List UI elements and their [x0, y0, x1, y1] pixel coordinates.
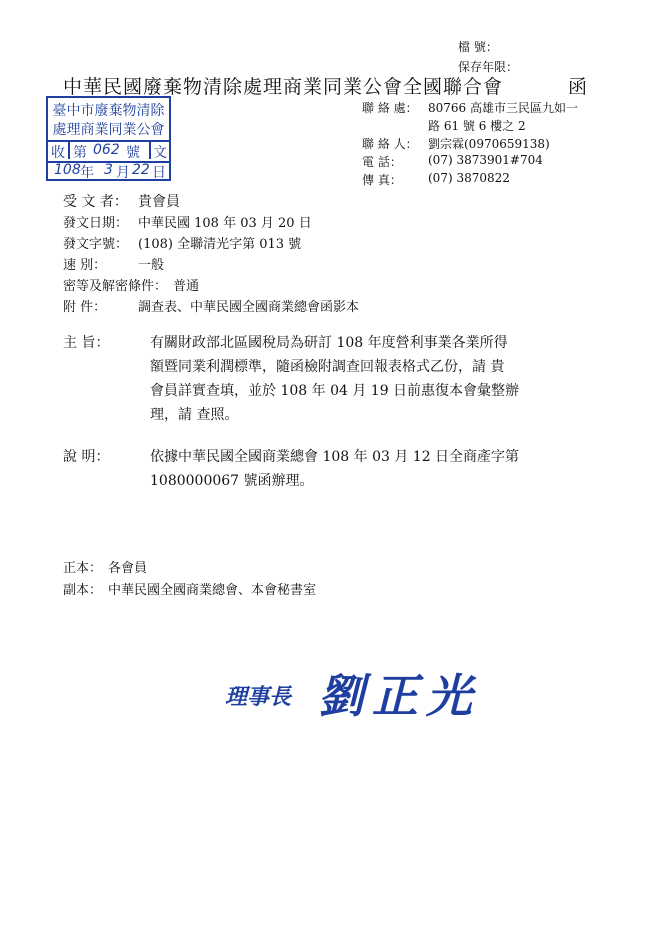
- contact-person: 劉宗霖(0970659138): [428, 137, 550, 151]
- address-label: 聯 絡 處：: [362, 101, 418, 115]
- main-recipient-value: 各會員: [108, 561, 148, 576]
- copy-recipient-label: 副本：: [63, 583, 103, 598]
- fax-label: 傳 真：: [362, 173, 402, 187]
- speed-value: 一般: [138, 258, 165, 273]
- subject-label: 主 旨：: [63, 335, 110, 351]
- explanation-label: 說 明：: [63, 449, 110, 465]
- attachment-value: 調查表、中華民國全國商業總會函影本: [138, 300, 360, 315]
- stamp-month-char: 月: [116, 165, 130, 181]
- main-recipient-label: 正本：: [63, 561, 103, 576]
- address-line1: 80766 高雄市三民區九如一: [428, 101, 578, 115]
- retention-label: 保存年限：: [458, 60, 519, 74]
- docno-label: 發文字號：: [63, 237, 129, 252]
- date-value: 中華民國 108 年 03 月 20 日: [138, 216, 312, 231]
- recipient-value: 貴會員: [138, 194, 180, 210]
- signature-title: 理事長: [225, 684, 292, 710]
- subject-line4: 理，請 查照。: [150, 407, 239, 423]
- stamp-date-month: 3: [104, 162, 113, 178]
- explanation-line2: 1080000067 號函辦理。: [150, 473, 314, 489]
- stamp-org-line2: 處理商業同業公會: [52, 122, 165, 138]
- stamp-year-char: 年: [80, 165, 94, 181]
- stamp-date-day: 22: [132, 162, 150, 178]
- stamp-wen-char: 文: [153, 145, 167, 161]
- stamp-date-year: 108: [54, 162, 81, 178]
- secrecy-value: 普通: [173, 279, 200, 294]
- file-number-label: 檔 號：: [458, 40, 498, 54]
- stamp-di-char: 第: [73, 145, 87, 161]
- copy-recipient-value: 中華民國全國商業總會、本會秘書室: [108, 583, 317, 598]
- document-type: 函: [568, 76, 589, 98]
- contact-person-label: 聯 絡 人：: [362, 137, 418, 151]
- organization-title: 中華民國廢棄物清除處理商業同業公會全國聯合會: [63, 76, 504, 98]
- phone-number: (07) 3873901#704: [428, 153, 543, 167]
- date-label: 發文日期：: [63, 216, 129, 231]
- subject-line1: 有關財政部北區國稅局為研訂 108 年度營利事業各業所得: [150, 335, 508, 351]
- explanation-line1: 依據中華民國全國商業總會 108 年 03 月 12 日全商產字第: [150, 449, 520, 465]
- stamp-hao-char: 號: [126, 145, 140, 161]
- recipient-label: 受 文 者：: [63, 194, 128, 210]
- speed-label: 速 別：: [63, 258, 107, 273]
- subject-line2: 額暨同業利潤標準，隨函檢附調查回報表格式乙份，請 貴: [150, 359, 505, 375]
- stamp-day-char: 日: [152, 165, 166, 181]
- docno-value: (108) 全聯清光字第 013 號: [138, 237, 302, 252]
- subject-line3: 會員詳實查填，並於 108 年 04 月 19 日前惠復本會彙整辦: [150, 383, 520, 399]
- stamp-receipt-number: 062: [93, 142, 120, 158]
- stamp-org-line1: 臺中市廢棄物清除: [52, 103, 165, 119]
- phone-label: 電 話：: [362, 155, 402, 169]
- secrecy-label: 密等及解密條件：: [63, 279, 168, 294]
- stamp-received-char: 收: [51, 145, 65, 161]
- attachment-label: 附 件：: [63, 300, 107, 315]
- receipt-stamp: [46, 96, 171, 181]
- signature-name: 劉正光: [318, 669, 480, 723]
- fax-number: (07) 3870822: [428, 171, 510, 185]
- address-line2: 路 61 號 6 樓之 2: [428, 119, 526, 133]
